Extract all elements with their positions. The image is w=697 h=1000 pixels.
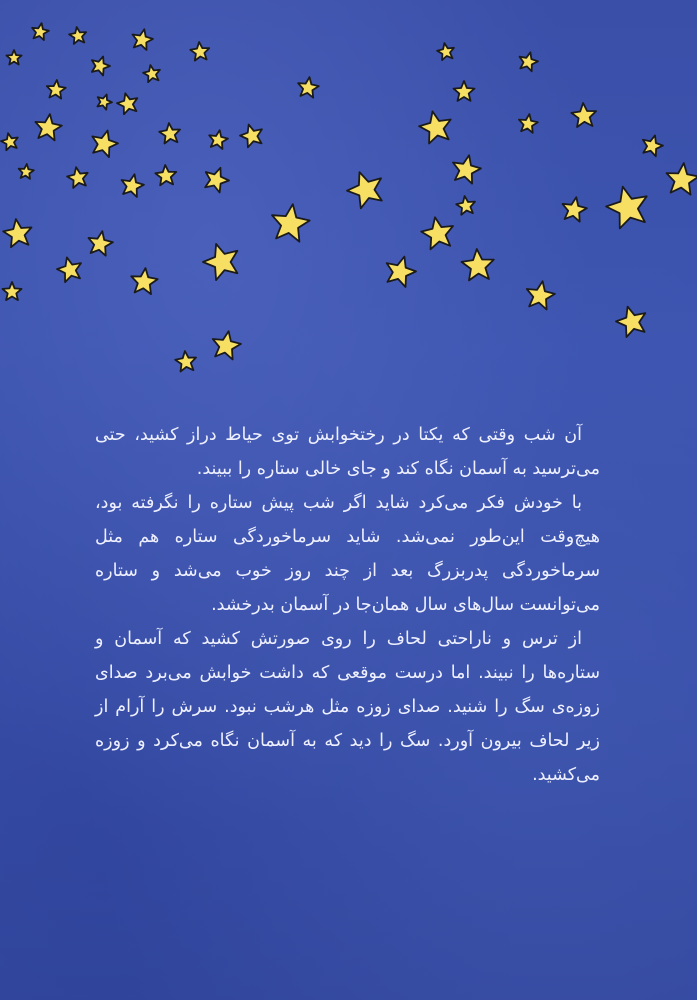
star-icon [563,197,587,222]
star-icon [437,43,454,60]
star-icon [175,351,196,371]
star-icon [453,155,481,183]
star-icon [606,187,647,229]
star-icon [3,282,22,300]
star-icon [117,93,137,114]
star-icon [421,217,453,249]
story-paragraph-2: با خودش فکر می‌کرد شاید اگر شب پیش ستاره را نگرفته بود، هیچ‌وقت این‌طور نمی‌شد. شاید سرماخوردگی ستاره هم مثل سرماخوردگی پدربزرگ بعد از چند روز خوب می‌شد و ستاره می‌توانست سال‌های سال همان‌جا در آسمان بدرخشد. [95,493,600,615]
star-icon [203,244,237,280]
star-icon [298,77,319,98]
star-icon [67,167,88,188]
star-icon [1,133,18,150]
star-icon [347,172,382,208]
star-icon [519,114,538,133]
star-icon [240,125,262,148]
star-icon [456,196,475,215]
star-icon [155,165,176,185]
star-icon [643,135,663,156]
star-icon [89,231,113,256]
story-paragraph-1: آن شب وقتی که یکتا در رختخوابش توی حیاط دراز کشید، حتی می‌ترسید به آسمان نگاه کند و جای خالی ستاره را ببیند. [95,425,600,479]
star-icon [97,95,112,110]
star-icon [122,174,144,197]
star-icon [35,114,61,140]
star-icon [667,163,697,195]
star-icon [131,268,158,294]
star-icon [419,111,451,143]
star-icon [527,281,555,309]
star-icon [19,164,34,179]
star-icon [205,168,229,193]
star-icon [47,80,66,99]
star-icon [190,42,209,61]
star-icon [454,81,475,101]
star-icon [3,219,31,247]
story-text [95,418,600,792]
star-icon [520,52,539,71]
star-icon [92,131,118,158]
star-icon [69,27,86,44]
star-icon [159,123,180,143]
star-icon [133,29,153,50]
star-icon [143,65,160,82]
star-icon [6,50,21,65]
story-paragraph-3: از ترس و ناراحتی لحاف را روی صورتش کشید که آسمان و ستاره‌ها را نبیند. اما درست موقعی که داشت خوابش می‌برد صدای زوزه‌ی سگ را شنید. صدای زوزه مثل هرشب نبود. سرش را آرام از زیر لحاف بیرون آورد. سگ را دید که به آسمان نگاه می‌کرد و زوزه می‌کشید. [95,629,600,785]
starry-sky [0,0,697,400]
star-icon [616,307,645,337]
star-icon [209,130,228,149]
star-icon [387,257,416,287]
star-icon [92,57,110,76]
star-icon [57,257,81,282]
star-icon [272,204,310,242]
star-icon [213,331,241,359]
star-icon [571,103,596,127]
star-icon [462,249,494,280]
star-icon [32,23,49,40]
